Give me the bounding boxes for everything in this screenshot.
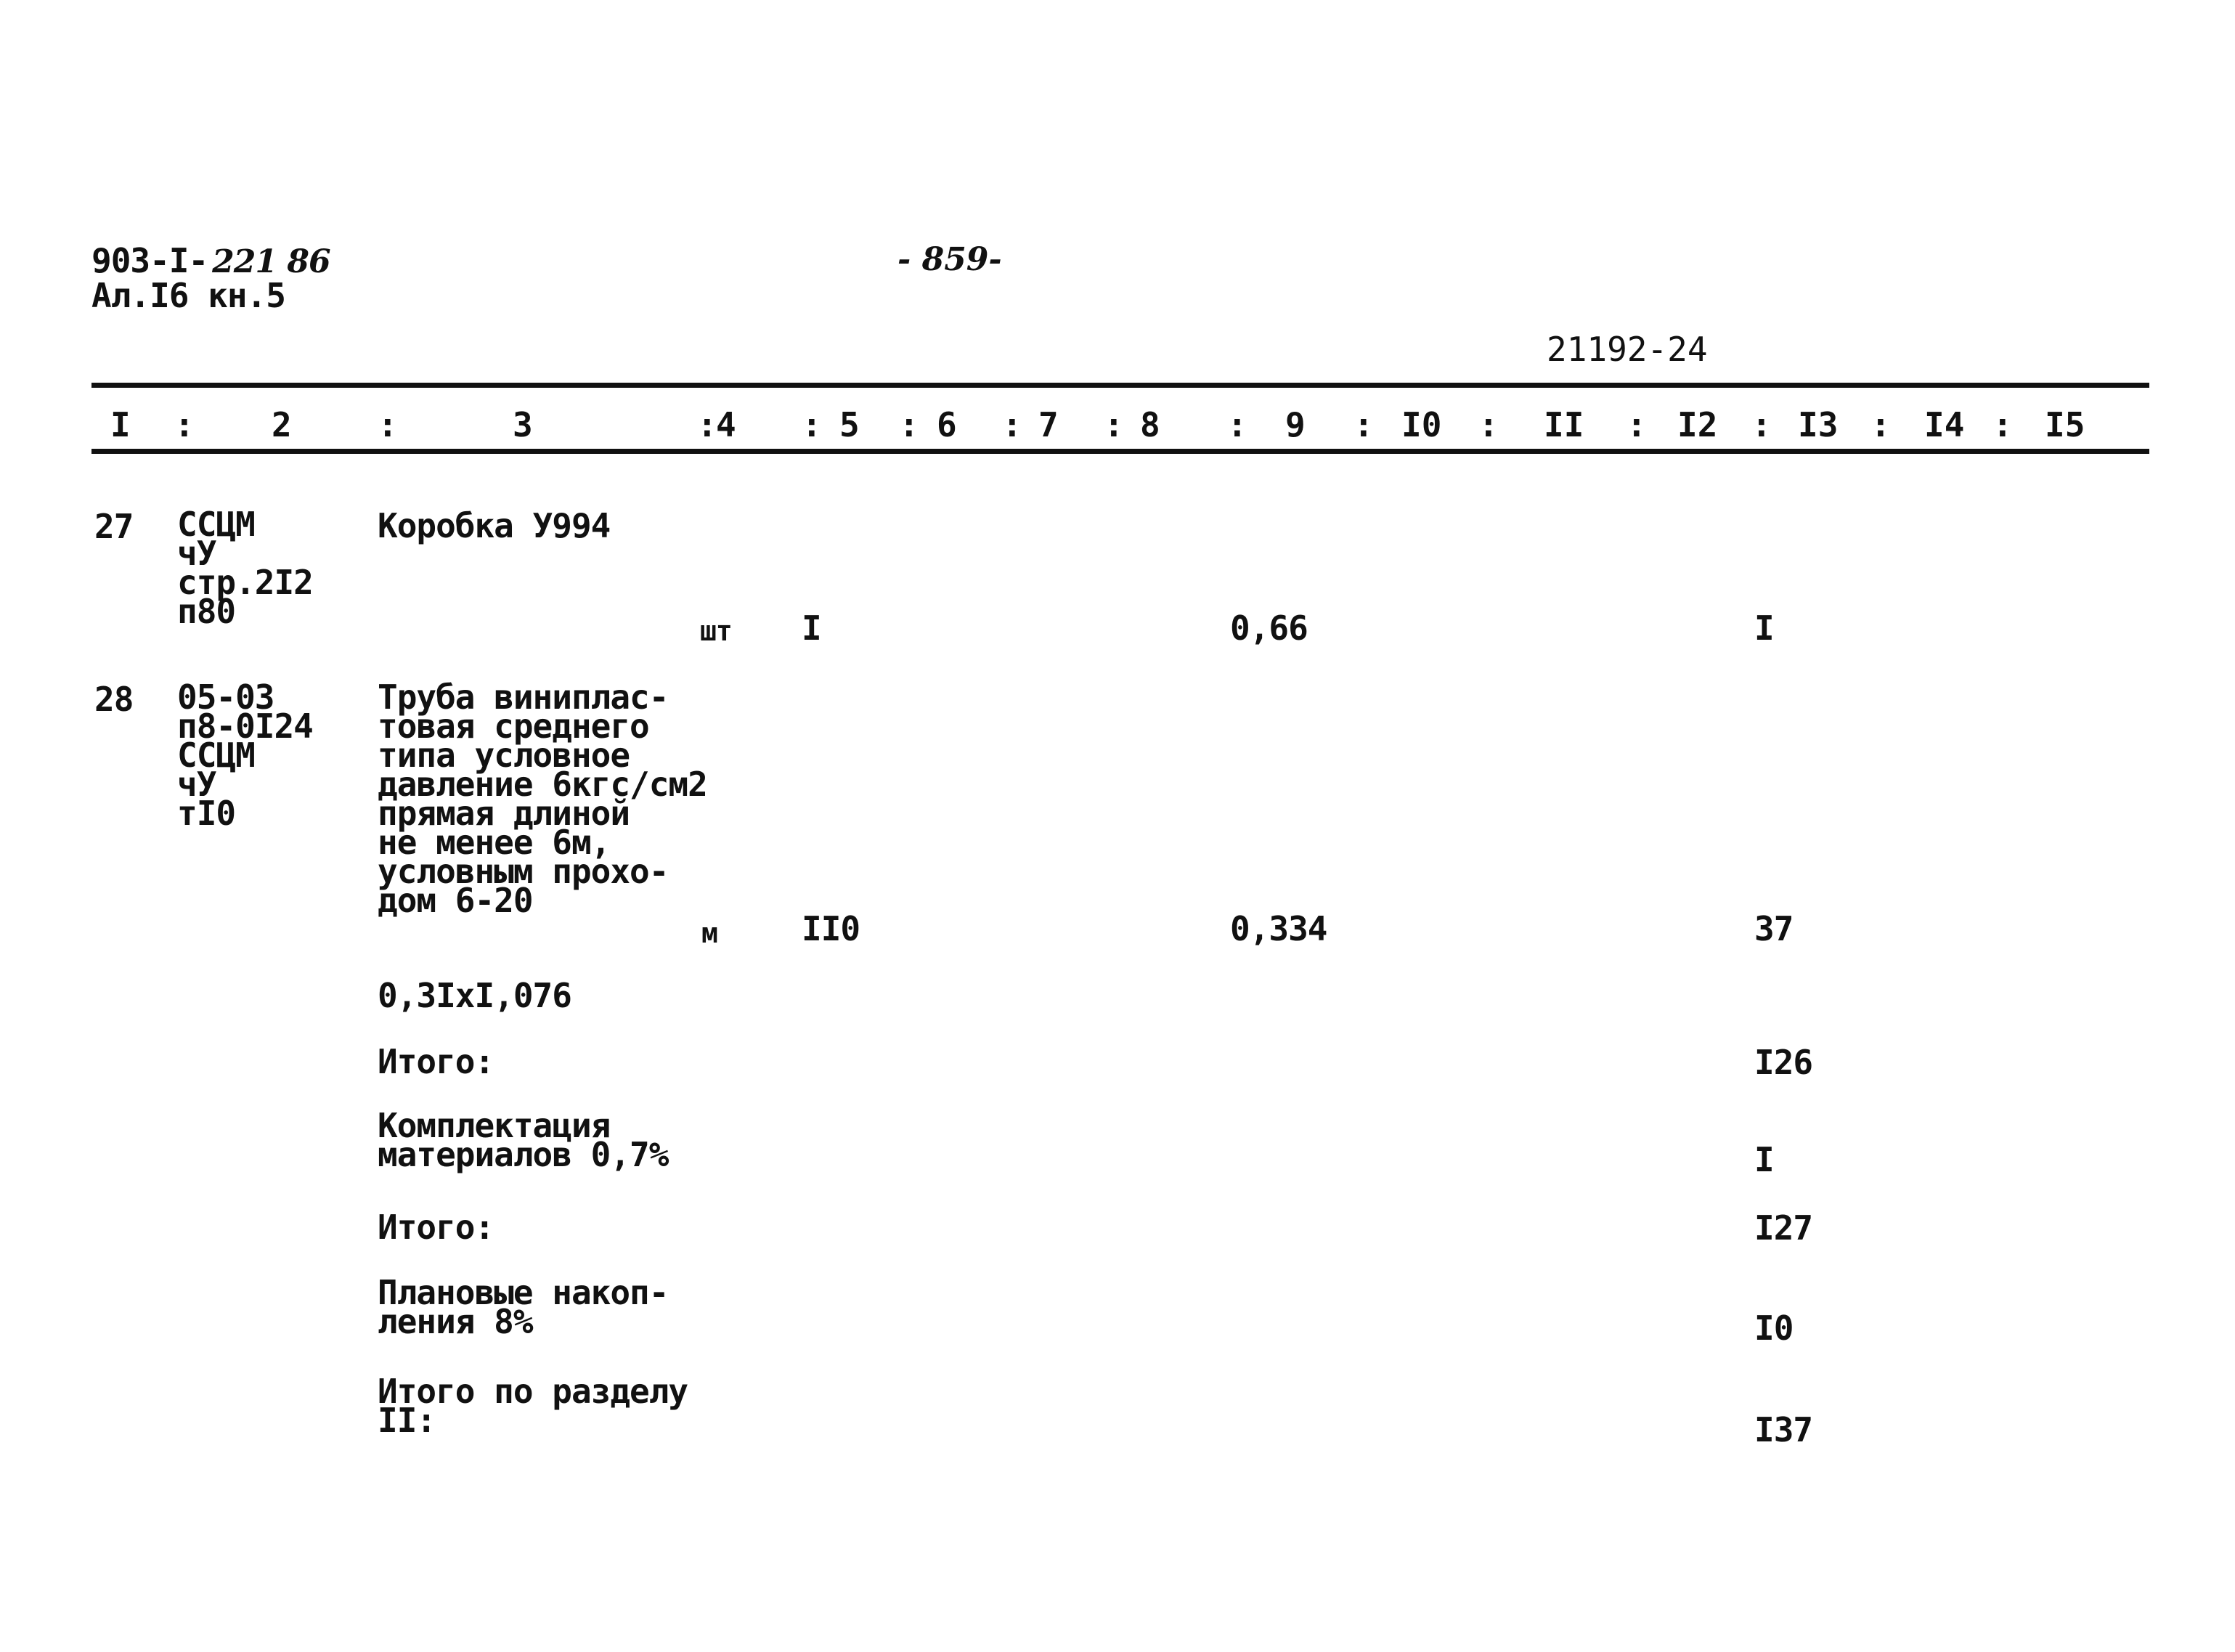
col-separator: : <box>1353 405 1374 444</box>
header-bottom-rule <box>91 449 2149 454</box>
summary-label: Плановые накоп- ления 8% <box>378 1273 669 1341</box>
document-code-printed: 903-I- <box>91 241 208 280</box>
row-total: I <box>1754 609 1774 648</box>
col-header-12: I2 <box>1677 405 1718 444</box>
col-header-5: 5 <box>839 405 860 444</box>
col-separator: : <box>1227 405 1247 444</box>
row-unit: шт <box>700 615 732 647</box>
col-header-10: I0 <box>1401 405 1442 444</box>
page-number: - 859- <box>897 241 1002 278</box>
col-separator: : <box>1478 405 1499 444</box>
row-quantity: I <box>802 609 821 648</box>
col-separator: : <box>899 405 919 444</box>
row-code: ССЦМ чУ стр.2I2 п80 <box>177 505 313 631</box>
row-code: 05-03 п8-0I24 ССЦМ чУ тI0 <box>177 678 313 833</box>
summary-label: Итого: <box>378 1042 494 1081</box>
row-quantity: II0 <box>802 909 860 948</box>
summary-value: I37 <box>1754 1410 1813 1449</box>
price-formula: 0,3IxI,076 <box>378 976 571 1015</box>
document-code-handwritten: 221 86 <box>212 243 330 280</box>
col-header-14: I4 <box>1924 405 1965 444</box>
summary-label: Итого по разделу II: <box>378 1372 688 1440</box>
summary-label: Комплектация материалов 0,7% <box>378 1106 669 1174</box>
col-header-8: 8 <box>1140 405 1160 444</box>
row-unit: м <box>701 917 717 949</box>
col-header-4: 4 <box>716 405 736 444</box>
col-header-3: 3 <box>513 405 533 444</box>
row-name: Труба виниплас- товая среднего типа условное давление 6кгс/см2 прямая длиной не менее 6м, условным прохо- дом 6-20 <box>378 678 707 920</box>
col-header-1: I <box>110 405 131 444</box>
col-separator: : <box>174 405 195 444</box>
col-separator: : <box>1104 405 1124 444</box>
col-separator: : <box>1992 405 2013 444</box>
col-header-9: 9 <box>1285 405 1306 444</box>
col-separator: : <box>802 405 822 444</box>
row-name: Коробка У994 <box>378 506 611 545</box>
col-header-13: I3 <box>1798 405 1839 444</box>
col-header-11: II <box>1544 405 1584 444</box>
document-code <box>91 241 330 280</box>
summary-value: I <box>1754 1140 1774 1179</box>
header-top-rule <box>91 383 2149 388</box>
row-number: 28 <box>94 680 134 719</box>
col-header-15: I5 <box>2045 405 2085 444</box>
row-number: 27 <box>94 507 134 546</box>
summary-value: I27 <box>1754 1208 1813 1248</box>
col-separator: : <box>1627 405 1647 444</box>
summary-value: I26 <box>1754 1043 1813 1082</box>
col-header-7: 7 <box>1038 405 1059 444</box>
summary-label: Итого: <box>378 1208 494 1247</box>
album-line: Ал.I6 кн.5 <box>91 276 285 315</box>
col-separator: : <box>1002 405 1022 444</box>
col-separator: : <box>697 405 717 444</box>
col-separator: : <box>1870 405 1891 444</box>
summary-value: I0 <box>1754 1309 1794 1348</box>
col-separator: : <box>1751 405 1772 444</box>
col-header-2: 2 <box>272 405 292 444</box>
row-price: 0,66 <box>1230 609 1308 648</box>
col-separator: : <box>378 405 398 444</box>
col-header-6: 6 <box>937 405 957 444</box>
row-price: 0,334 <box>1230 909 1327 948</box>
stamp-number: 21192-24 <box>1547 330 1708 369</box>
row-total: 37 <box>1754 909 1794 948</box>
